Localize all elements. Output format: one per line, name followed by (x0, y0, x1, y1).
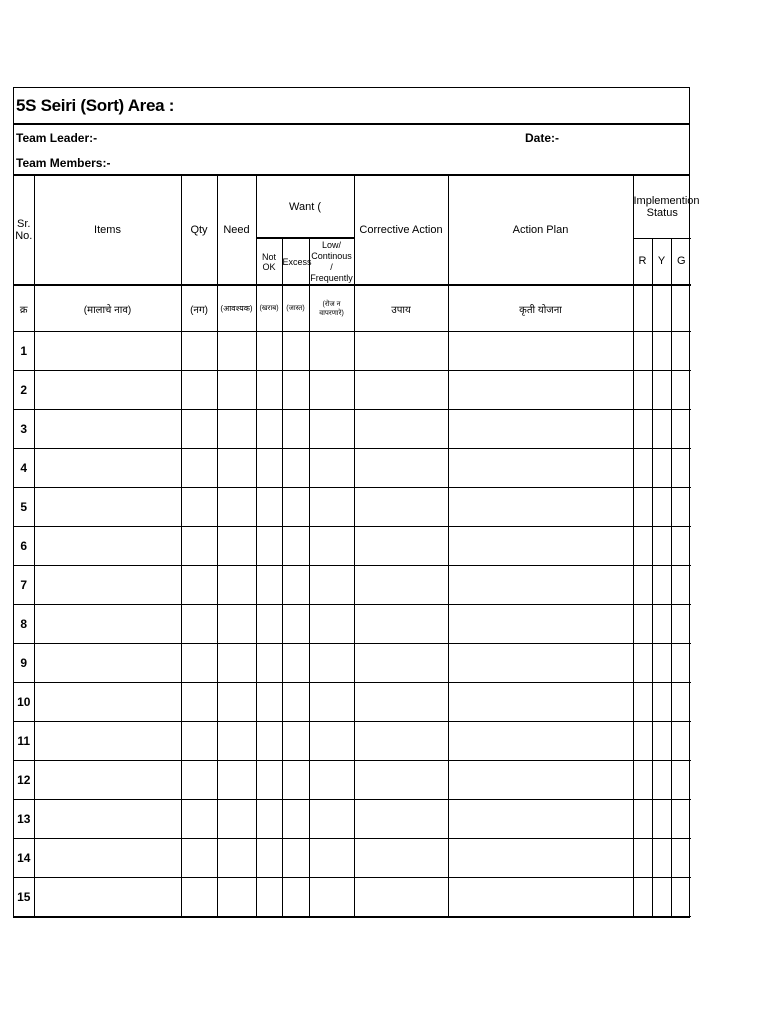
row-low-cell (309, 839, 354, 878)
row-corrective-action-cell (354, 683, 448, 722)
table-row (14, 488, 691, 527)
row-corrective-action-cell (354, 605, 448, 644)
row-sr-no: 9 (14, 644, 34, 683)
header-qty: Qty (181, 176, 217, 285)
row-low-cell (309, 800, 354, 839)
local-action-plan: कृती योजना (448, 285, 633, 332)
row-sr-no: 1 (14, 332, 34, 371)
table-row (14, 332, 691, 371)
row-items-cell (34, 722, 181, 761)
row-need-cell (217, 722, 256, 761)
row-sr-no: 4 (14, 449, 34, 488)
row-g-cell (671, 839, 691, 878)
row-low-cell (309, 449, 354, 488)
row-y-cell (652, 449, 671, 488)
table-row (14, 878, 691, 917)
row-sr-no: 15 (14, 878, 34, 917)
header-not-ok: Not OK (256, 238, 282, 285)
5s-seiri-form (13, 87, 700, 918)
header-g: G (671, 238, 691, 285)
row-g-cell (671, 800, 691, 839)
row-qty-cell (181, 332, 217, 371)
row-r-cell (633, 371, 652, 410)
row-action-plan-cell (448, 722, 633, 761)
row-corrective-action-cell (354, 761, 448, 800)
row-need-cell (217, 371, 256, 410)
row-sr-no: 10 (14, 683, 34, 722)
row-items-cell (34, 839, 181, 878)
row-action-plan-cell (448, 800, 633, 839)
row-qty-cell (181, 449, 217, 488)
local-qty: (नग) (181, 285, 217, 332)
row-r-cell (633, 722, 652, 761)
row-items-cell (34, 410, 181, 449)
row-r-cell (633, 878, 652, 917)
row-sr-no: 13 (14, 800, 34, 839)
row-sr-no: 7 (14, 566, 34, 605)
row-need-cell (217, 332, 256, 371)
date-label: Date:- (525, 131, 560, 145)
row-excess-cell (282, 761, 309, 800)
row-not-ok-cell (256, 644, 282, 683)
row-items-cell (34, 683, 181, 722)
row-need-cell (217, 800, 256, 839)
row-qty-cell (181, 761, 217, 800)
row-action-plan-cell (448, 605, 633, 644)
row-corrective-action-cell (354, 449, 448, 488)
row-sr-no: 5 (14, 488, 34, 527)
row-sr-no: 3 (14, 410, 34, 449)
row-need-cell (217, 488, 256, 527)
row-r-cell (633, 449, 652, 488)
row-g-cell (671, 683, 691, 722)
row-need-cell (217, 527, 256, 566)
header-excess: Excess (282, 238, 309, 285)
row-items-cell (34, 566, 181, 605)
row-corrective-action-cell (354, 878, 448, 917)
row-items-cell (34, 449, 181, 488)
table-row (14, 839, 691, 878)
row-y-cell (652, 371, 671, 410)
row-excess-cell (282, 410, 309, 449)
row-low-cell (309, 878, 354, 917)
local-r-cell (633, 285, 652, 332)
header-r: R (633, 238, 652, 285)
table-row (14, 566, 691, 605)
row-y-cell (652, 566, 671, 605)
row-corrective-action-cell (354, 839, 448, 878)
row-r-cell (633, 644, 652, 683)
header-need: Need (217, 176, 256, 285)
row-not-ok-cell (256, 800, 282, 839)
row-y-cell (652, 761, 671, 800)
row-corrective-action-cell (354, 410, 448, 449)
row-excess-cell (282, 449, 309, 488)
header-items: Items (34, 176, 181, 285)
row-y-cell (652, 527, 671, 566)
table-row (14, 722, 691, 761)
table-row (14, 761, 691, 800)
row-not-ok-cell (256, 527, 282, 566)
team-leader-label: Team Leader:- (16, 131, 98, 145)
row-sr-no: 6 (14, 527, 34, 566)
row-qty-cell (181, 488, 217, 527)
row-excess-cell (282, 878, 309, 917)
local-corrective-action: उपाय (354, 285, 448, 332)
header-want: Want ( (256, 176, 354, 238)
header-low-continous-frequently: Low/ Continous / Frequently (309, 238, 354, 285)
row-low-cell (309, 527, 354, 566)
row-not-ok-cell (256, 488, 282, 527)
row-qty-cell (181, 527, 217, 566)
row-qty-cell (181, 605, 217, 644)
data-rows (14, 332, 691, 917)
row-low-cell (309, 683, 354, 722)
header-action-plan: Action Plan (448, 176, 633, 285)
row-not-ok-cell (256, 566, 282, 605)
row-not-ok-cell (256, 683, 282, 722)
row-g-cell (671, 410, 691, 449)
row-y-cell (652, 839, 671, 878)
local-excess: (जास्त) (282, 285, 309, 332)
row-action-plan-cell (448, 839, 633, 878)
local-language-row (14, 285, 691, 332)
row-r-cell (633, 410, 652, 449)
row-items-cell (34, 527, 181, 566)
row-low-cell (309, 605, 354, 644)
row-not-ok-cell (256, 410, 282, 449)
row-need-cell (217, 644, 256, 683)
row-sr-no: 8 (14, 605, 34, 644)
row-r-cell (633, 605, 652, 644)
row-g-cell (671, 605, 691, 644)
row-g-cell (671, 644, 691, 683)
row-excess-cell (282, 488, 309, 527)
row-qty-cell (181, 566, 217, 605)
row-r-cell (633, 839, 652, 878)
row-need-cell (217, 839, 256, 878)
row-g-cell (671, 722, 691, 761)
row-low-cell (309, 761, 354, 800)
table-row (14, 410, 691, 449)
table-row (14, 527, 691, 566)
row-qty-cell (181, 800, 217, 839)
row-items-cell (34, 761, 181, 800)
row-not-ok-cell (256, 839, 282, 878)
row-sr-no: 2 (14, 371, 34, 410)
row-items-cell (34, 800, 181, 839)
local-items: (मालाचे नाव) (34, 285, 181, 332)
row-action-plan-cell (448, 449, 633, 488)
row-need-cell (217, 605, 256, 644)
row-r-cell (633, 527, 652, 566)
row-g-cell (671, 527, 691, 566)
local-low: (रोज न वापरणारे) (309, 285, 354, 332)
row-excess-cell (282, 800, 309, 839)
header-y: Y (652, 238, 671, 285)
table-row (14, 683, 691, 722)
row-qty-cell (181, 371, 217, 410)
row-excess-cell (282, 371, 309, 410)
row-low-cell (309, 371, 354, 410)
row-action-plan-cell (448, 761, 633, 800)
row-low-cell (309, 722, 354, 761)
local-g-cell (671, 285, 691, 332)
row-low-cell (309, 566, 354, 605)
table-row (14, 644, 691, 683)
row-y-cell (652, 410, 671, 449)
row-y-cell (652, 878, 671, 917)
row-r-cell (633, 566, 652, 605)
row-not-ok-cell (256, 605, 282, 644)
row-r-cell (633, 488, 652, 527)
row-y-cell (652, 644, 671, 683)
seiri-table (14, 176, 700, 917)
row-action-plan-cell (448, 566, 633, 605)
row-action-plan-cell (448, 488, 633, 527)
row-g-cell (671, 332, 691, 371)
row-y-cell (652, 332, 671, 371)
row-items-cell (34, 878, 181, 917)
row-need-cell (217, 449, 256, 488)
row-g-cell (671, 878, 691, 917)
row-low-cell (309, 332, 354, 371)
row-y-cell (652, 488, 671, 527)
row-g-cell (671, 488, 691, 527)
row-action-plan-cell (448, 410, 633, 449)
row-action-plan-cell (448, 332, 633, 371)
row-excess-cell (282, 332, 309, 371)
row-corrective-action-cell (354, 488, 448, 527)
row-excess-cell (282, 566, 309, 605)
form-info (14, 125, 689, 176)
row-qty-cell (181, 722, 217, 761)
row-low-cell (309, 410, 354, 449)
row-r-cell (633, 332, 652, 371)
local-sr: क्र (14, 285, 34, 332)
local-need: (आवश्यक) (217, 285, 256, 332)
header-corrective-action: Corrective Action (354, 176, 448, 285)
row-need-cell (217, 566, 256, 605)
row-y-cell (652, 800, 671, 839)
row-qty-cell (181, 410, 217, 449)
row-qty-cell (181, 644, 217, 683)
row-items-cell (34, 605, 181, 644)
row-corrective-action-cell (354, 722, 448, 761)
row-corrective-action-cell (354, 644, 448, 683)
row-action-plan-cell (448, 878, 633, 917)
row-excess-cell (282, 605, 309, 644)
local-y-cell (652, 285, 671, 332)
row-qty-cell (181, 839, 217, 878)
team-members-label: Team Members:- (16, 156, 111, 170)
row-sr-no: 11 (14, 722, 34, 761)
header-implementation-status: Implemention Status (633, 176, 691, 238)
row-g-cell (671, 761, 691, 800)
row-corrective-action-cell (354, 566, 448, 605)
row-excess-cell (282, 644, 309, 683)
row-not-ok-cell (256, 371, 282, 410)
row-y-cell (652, 683, 671, 722)
row-need-cell (217, 878, 256, 917)
row-items-cell (34, 644, 181, 683)
row-excess-cell (282, 683, 309, 722)
row-g-cell (671, 566, 691, 605)
row-corrective-action-cell (354, 527, 448, 566)
row-excess-cell (282, 722, 309, 761)
row-need-cell (217, 761, 256, 800)
header-sr-no: Sr. No. (14, 176, 34, 285)
row-need-cell (217, 683, 256, 722)
row-r-cell (633, 761, 652, 800)
local-not-ok: (खराब) (256, 285, 282, 332)
row-not-ok-cell (256, 449, 282, 488)
row-action-plan-cell (448, 683, 633, 722)
row-qty-cell (181, 683, 217, 722)
row-items-cell (34, 332, 181, 371)
row-corrective-action-cell (354, 371, 448, 410)
row-items-cell (34, 488, 181, 527)
row-action-plan-cell (448, 527, 633, 566)
row-g-cell (671, 371, 691, 410)
row-corrective-action-cell (354, 800, 448, 839)
table-row (14, 800, 691, 839)
row-not-ok-cell (256, 761, 282, 800)
row-not-ok-cell (256, 332, 282, 371)
row-action-plan-cell (448, 644, 633, 683)
row-sr-no: 14 (14, 839, 34, 878)
row-qty-cell (181, 878, 217, 917)
table-row (14, 449, 691, 488)
row-need-cell (217, 410, 256, 449)
row-low-cell (309, 644, 354, 683)
row-excess-cell (282, 527, 309, 566)
table-row (14, 371, 691, 410)
row-y-cell (652, 605, 671, 644)
row-action-plan-cell (448, 371, 633, 410)
row-r-cell (633, 800, 652, 839)
row-items-cell (34, 371, 181, 410)
row-r-cell (633, 683, 652, 722)
table-row (14, 605, 691, 644)
row-excess-cell (282, 839, 309, 878)
row-not-ok-cell (256, 878, 282, 917)
row-sr-no: 12 (14, 761, 34, 800)
row-g-cell (671, 449, 691, 488)
row-y-cell (652, 722, 671, 761)
form-title: 5S Seiri (Sort) Area : (14, 88, 689, 125)
row-corrective-action-cell (354, 332, 448, 371)
row-not-ok-cell (256, 722, 282, 761)
row-low-cell (309, 488, 354, 527)
